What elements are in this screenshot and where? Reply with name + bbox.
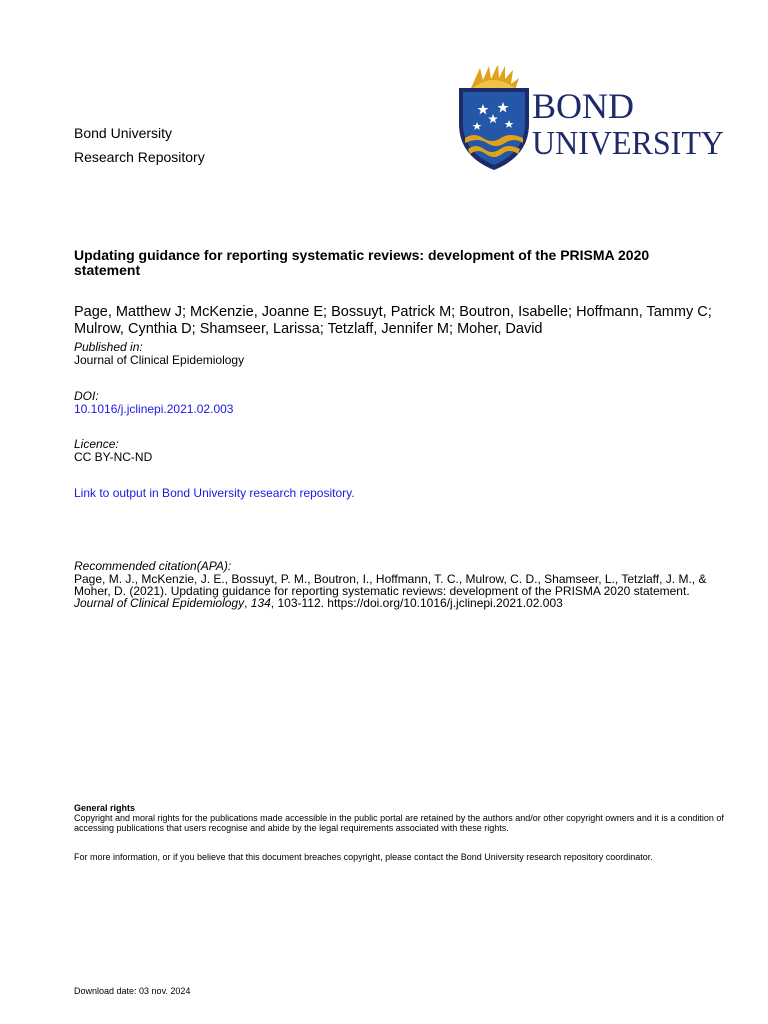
repository-link[interactable]: Link to output in Bond University research repository.	[74, 486, 355, 500]
document-title: Updating guidance for reporting systematic reviews: development of the PRISMA 2020 statement	[74, 247, 650, 278]
repository-name: Bond University	[74, 125, 173, 141]
general-rights-text: Copyright and moral rights for the publications made accessible in the public portal are retained by the authors and/or other copyright owners and it is a condition of accessing publications that users recognise and abide by the legal requirements associated with these rights.	[74, 813, 724, 833]
doi-link[interactable]: 10.1016/j.jclinepi.2021.02.003	[74, 402, 234, 416]
doi-label: DOI:	[74, 389, 99, 403]
published-label: Published in:	[74, 340, 143, 354]
citation-separator: ,	[244, 596, 251, 610]
citation-label: Recommended citation(APA):	[74, 559, 232, 573]
sun-crest-icon	[471, 66, 519, 90]
citation-journal: Journal of Clinical Epidemiology	[74, 596, 245, 610]
repository-subtitle: Research Repository	[74, 149, 205, 165]
citation-main: Page, M. J., McKenzie, J. E., Bossuyt, P. M., Boutron, I., Hoffmann, T. C., Mulrow, C. D., Shamseer, L., Tetzlaff, J. M., & Moher, D. (2021). Updating guidance for reporting systematic reviews: development of the PRISMA 2020 statement.	[74, 572, 707, 598]
shield-icon	[459, 88, 529, 170]
citation-pages-doi: , 103-112. https://doi.org/10.1016/j.jclinepi.2021.02.003	[270, 596, 563, 610]
download-date: Download date: 03 nov. 2024	[74, 986, 191, 996]
logo-word-university: UNIVERSITY	[532, 125, 724, 162]
citation-text	[74, 573, 724, 609]
published-journal: Journal of Clinical Epidemiology	[74, 353, 245, 367]
logo-word-bond: BOND	[532, 86, 635, 126]
licence-label: Licence:	[74, 437, 119, 451]
general-rights-heading: General rights	[74, 803, 136, 813]
bond-university-logo	[453, 66, 729, 172]
author-list: Page, Matthew J; McKenzie, Joanne E; Bossuyt, Patrick M; Boutron, Isabelle; Hoffmann, Tammy C; Mulrow, Cynthia D; Shamseer, Larissa; Tetzlaff, Jennifer M; Moher, David	[74, 304, 712, 337]
licence-value: CC BY-NC-ND	[74, 450, 153, 464]
citation-volume: 134	[250, 596, 271, 610]
contact-text: For more information, or if you believe that this document breaches copyright, please contact the Bond University research repository coordinator.	[74, 852, 653, 862]
